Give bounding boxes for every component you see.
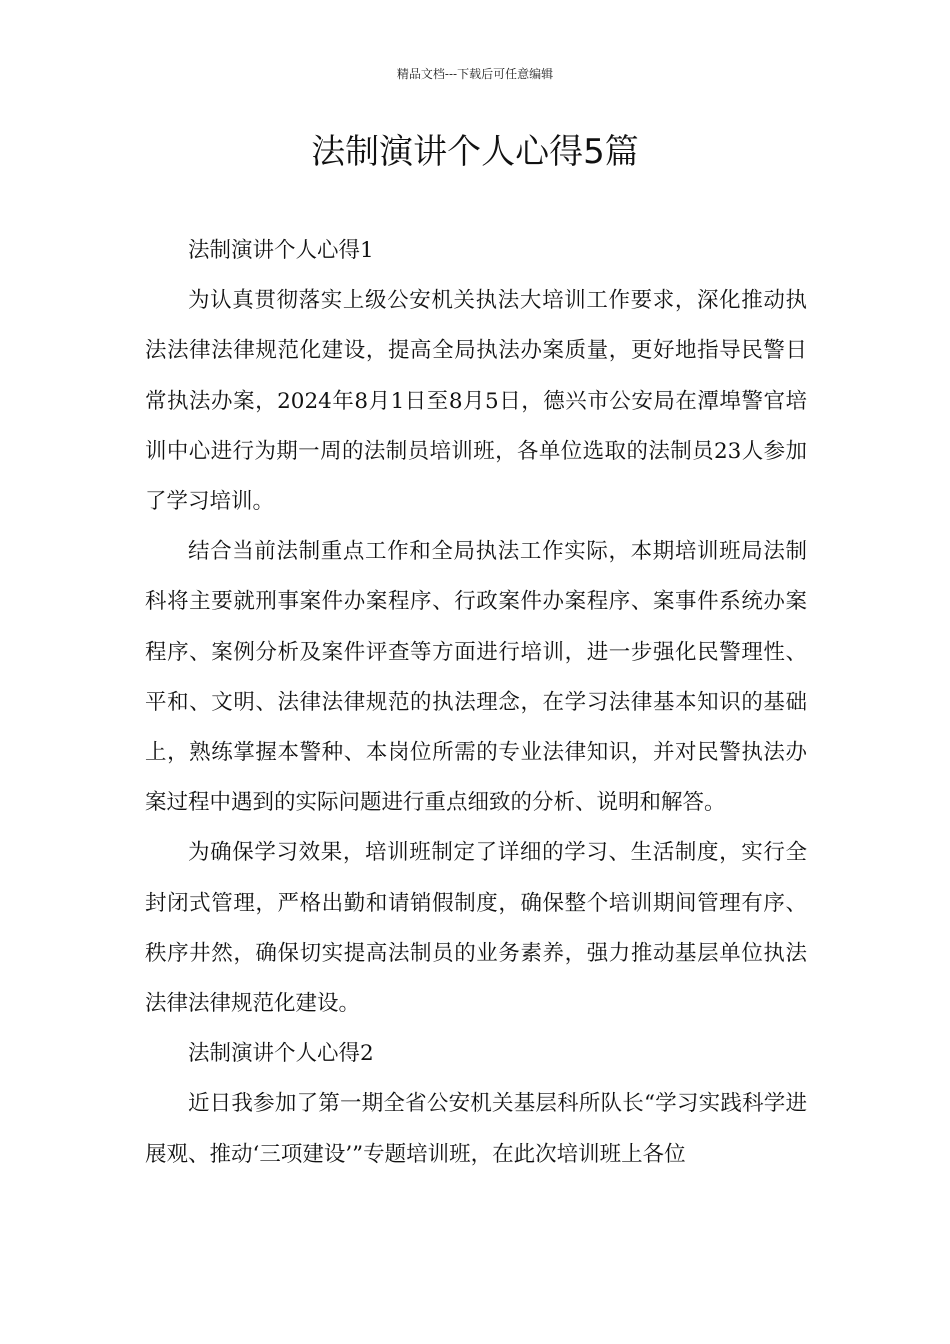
- paragraph: 结合当前法制重点工作和全局执法工作实际，本期培训班局法制科将主要就刑事案件办案程序、行政案件办案程序、案事件系统办案程序、案例分析及案件评查等方面进行培训，进一步强化民警理性、平和、文明、法律法律规范的执法理念，在学习法律基本知识的基础上，熟练掌握本警种、本岗位所需的专业法律知识，并对民警执法办案过程中遇到的实际问题进行重点细致的分析、说明和解答。: [145, 539, 807, 816]
- paragraph: 为认真贯彻落实上级公安机关执法大培训工作要求，深化推动执法法律法律规范化建设，提高全局执法办案质量，更好地指导民警日常执法办案，2024年8月1日至8月5日，德兴市公安局在潭埠警官培训中心进行为期一周的法制员培训班，各单位选取的法制员23人参加了学习培训。: [145, 288, 807, 515]
- document-body: [145, 226, 807, 1180]
- section-heading-1: 法制演讲个人心得1: [188, 238, 374, 263]
- page-header: 精品文档---下载后可任意编辑: [396, 67, 554, 81]
- paragraph: 为确保学习效果，培训班制定了详细的学习、生活制度，实行全封闭式管理，严格出勤和请销假制度，确保整个培训期间管理有序、秩序井然，确保切实提高法制员的业务素养，强力推动基层单位执法法律法律规范化建设。: [145, 840, 807, 1017]
- document-title: 法制演讲个人心得5篇: [311, 132, 639, 172]
- paragraph: 近日我参加了第一期全省公安机关基层科所队长“学习实践科学进展观、推动‘三项建设’”专题培训班，在此次培训班上各位: [145, 1091, 807, 1167]
- section-heading-2: 法制演讲个人心得2: [188, 1041, 374, 1067]
